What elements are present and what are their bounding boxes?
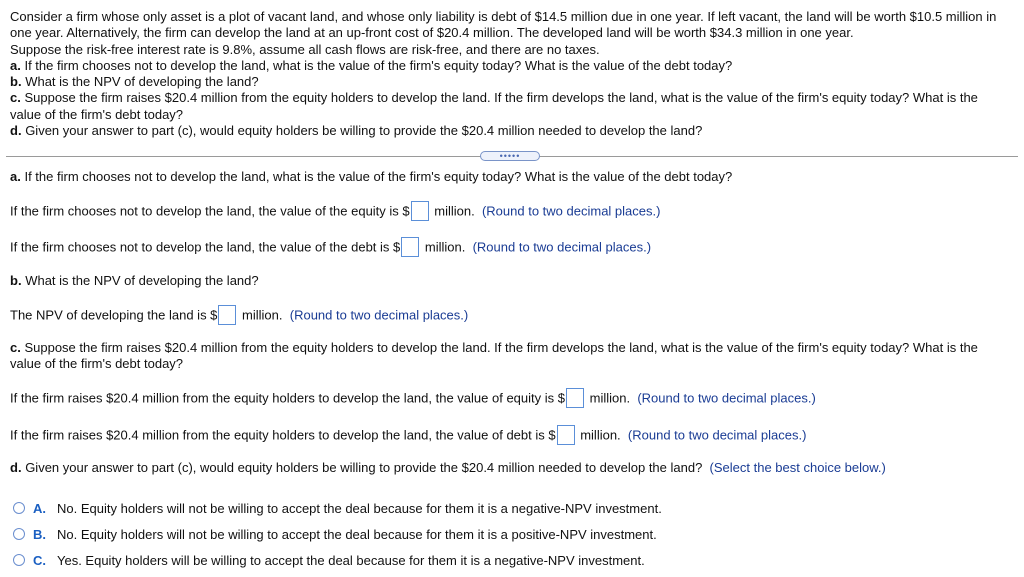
- radio-a-icon[interactable]: [13, 502, 25, 514]
- part-d-question: [10, 460, 886, 476]
- npv-hint: (Round to two decimal places.): [289, 307, 469, 323]
- part-b-question: [10, 273, 259, 289]
- npv-unit: million.: [242, 307, 283, 323]
- choice-b-letter: B.: [33, 526, 46, 542]
- problem-statement: [10, 9, 1010, 139]
- problem-assumptions: Suppose the risk-free interest rate is 9.8%, assume all cash flows are risk-free, and there are no taxes.: [10, 41, 600, 57]
- part-a-equity-row: [10, 202, 660, 222]
- part-c-q-text: Suppose the firm raises $20.4 million from the equity holders to develop the land. If the firm develops the land, what is the value of the firm's equity today? What is the value of the firm's debt today?: [10, 340, 978, 371]
- problem-part-b: [10, 74, 1010, 90]
- choice-c[interactable]: [13, 551, 645, 569]
- part-d-text: Given your answer to part (c), would equity holders be willing to provide the $20.4 million needed to develop the land?: [25, 123, 703, 139]
- developed-equity-hint: (Round to two decimal places.): [637, 390, 816, 406]
- debt-unit: million.: [424, 239, 466, 255]
- part-b-q-label: b.: [10, 273, 22, 288]
- part-a-q-text: If the firm chooses not to develop the land, what is the value of the firm's equity today? What is the value of the debt today?: [24, 169, 733, 184]
- equity-prompt: If the firm chooses not to develop the land, the value of the equity is $: [10, 203, 410, 219]
- choice-b-text: No. Equity holders will not be willing to accept the deal because for them it is a positive-NPV investment.: [57, 526, 657, 542]
- part-c-text: Suppose the firm raises $20.4 million from the equity holders to develop the land. If the firm develops the land, what is the value of the firm's equity today? What is the value of the firm's debt today?: [10, 90, 978, 122]
- part-b-npv-row: [10, 306, 468, 326]
- part-c-label: c.: [10, 90, 21, 106]
- radio-c-icon[interactable]: [13, 554, 25, 566]
- part-c-debt-row: [10, 426, 806, 446]
- developed-equity-input[interactable]: [566, 388, 584, 408]
- developed-debt-hint: (Round to two decimal places.): [627, 427, 807, 443]
- part-a-debt-row: [10, 238, 651, 258]
- equity-hint: (Round to two decimal places.): [481, 203, 661, 219]
- divider-drag-handle[interactable]: •••••: [480, 151, 540, 161]
- debt-prompt: If the firm chooses not to develop the land, the value of the debt is $: [10, 239, 401, 255]
- debt-hint: (Round to two decimal places.): [472, 239, 652, 255]
- part-b-text: What is the NPV of developing the land?: [25, 74, 259, 90]
- choice-a-letter: A.: [33, 500, 46, 516]
- npv-value-input[interactable]: [218, 305, 236, 325]
- part-c-equity-row: [10, 389, 816, 409]
- part-d-q-text: Given your answer to part (c), would equity holders be willing to provide the $20.4 million needed to develop the land?: [25, 460, 703, 475]
- choice-a[interactable]: [13, 499, 662, 517]
- part-b-label: b.: [10, 74, 22, 90]
- npv-prompt: The NPV of developing the land is $: [10, 307, 218, 323]
- part-a-q-label: a.: [10, 169, 21, 184]
- developed-debt-unit: million.: [580, 427, 621, 443]
- part-a-question: [10, 169, 732, 185]
- choice-c-text: Yes. Equity holders will be willing to accept the deal because for them it is a negative-NPV investment.: [57, 552, 645, 568]
- developed-debt-prompt: If the firm raises $20.4 million from the equity holders to develop the land, the value of debt is $: [10, 427, 556, 443]
- radio-b-icon[interactable]: [13, 528, 25, 540]
- part-d-label: d.: [10, 123, 22, 139]
- equity-unit: million.: [434, 203, 475, 219]
- choice-b[interactable]: [13, 525, 657, 543]
- problem-intro: Consider a firm whose only asset is a plot of vacant land, and whose only liability is debt of $14.5 million due in one year. If left vacant, the land will be worth $10.5 million in one year. Alternatively, the firm can develop the land at an up-front cost of $20.4 million. The developed land will be worth $34.3 million in one year.: [10, 9, 997, 41]
- part-c-q-label: c.: [10, 340, 21, 355]
- problem-part-d: [10, 123, 1010, 139]
- problem-part-c: [10, 90, 1010, 123]
- developed-debt-input[interactable]: [557, 425, 575, 445]
- developed-equity-prompt: If the firm raises $20.4 million from the equity holders to develop the land, the value of equity is $: [10, 390, 565, 406]
- choice-c-letter: C.: [33, 552, 46, 568]
- part-a-label: a.: [10, 57, 21, 73]
- debt-value-input[interactable]: [401, 237, 419, 257]
- part-d-hint: (Select the best choice below.): [709, 460, 886, 475]
- part-c-question: [10, 340, 1010, 372]
- part-a-text: If the firm chooses not to develop the land, what is the value of the firm's equity today? What is the value of the debt today?: [24, 57, 733, 73]
- developed-equity-unit: million.: [589, 390, 631, 406]
- part-b-q-text: What is the NPV of developing the land?: [25, 273, 259, 288]
- problem-part-a: [10, 58, 1010, 74]
- choice-a-text: No. Equity holders will not be willing to accept the deal because for them it is a negative-NPV investment.: [57, 500, 662, 516]
- equity-value-input[interactable]: [411, 201, 429, 221]
- part-d-q-label: d.: [10, 460, 22, 475]
